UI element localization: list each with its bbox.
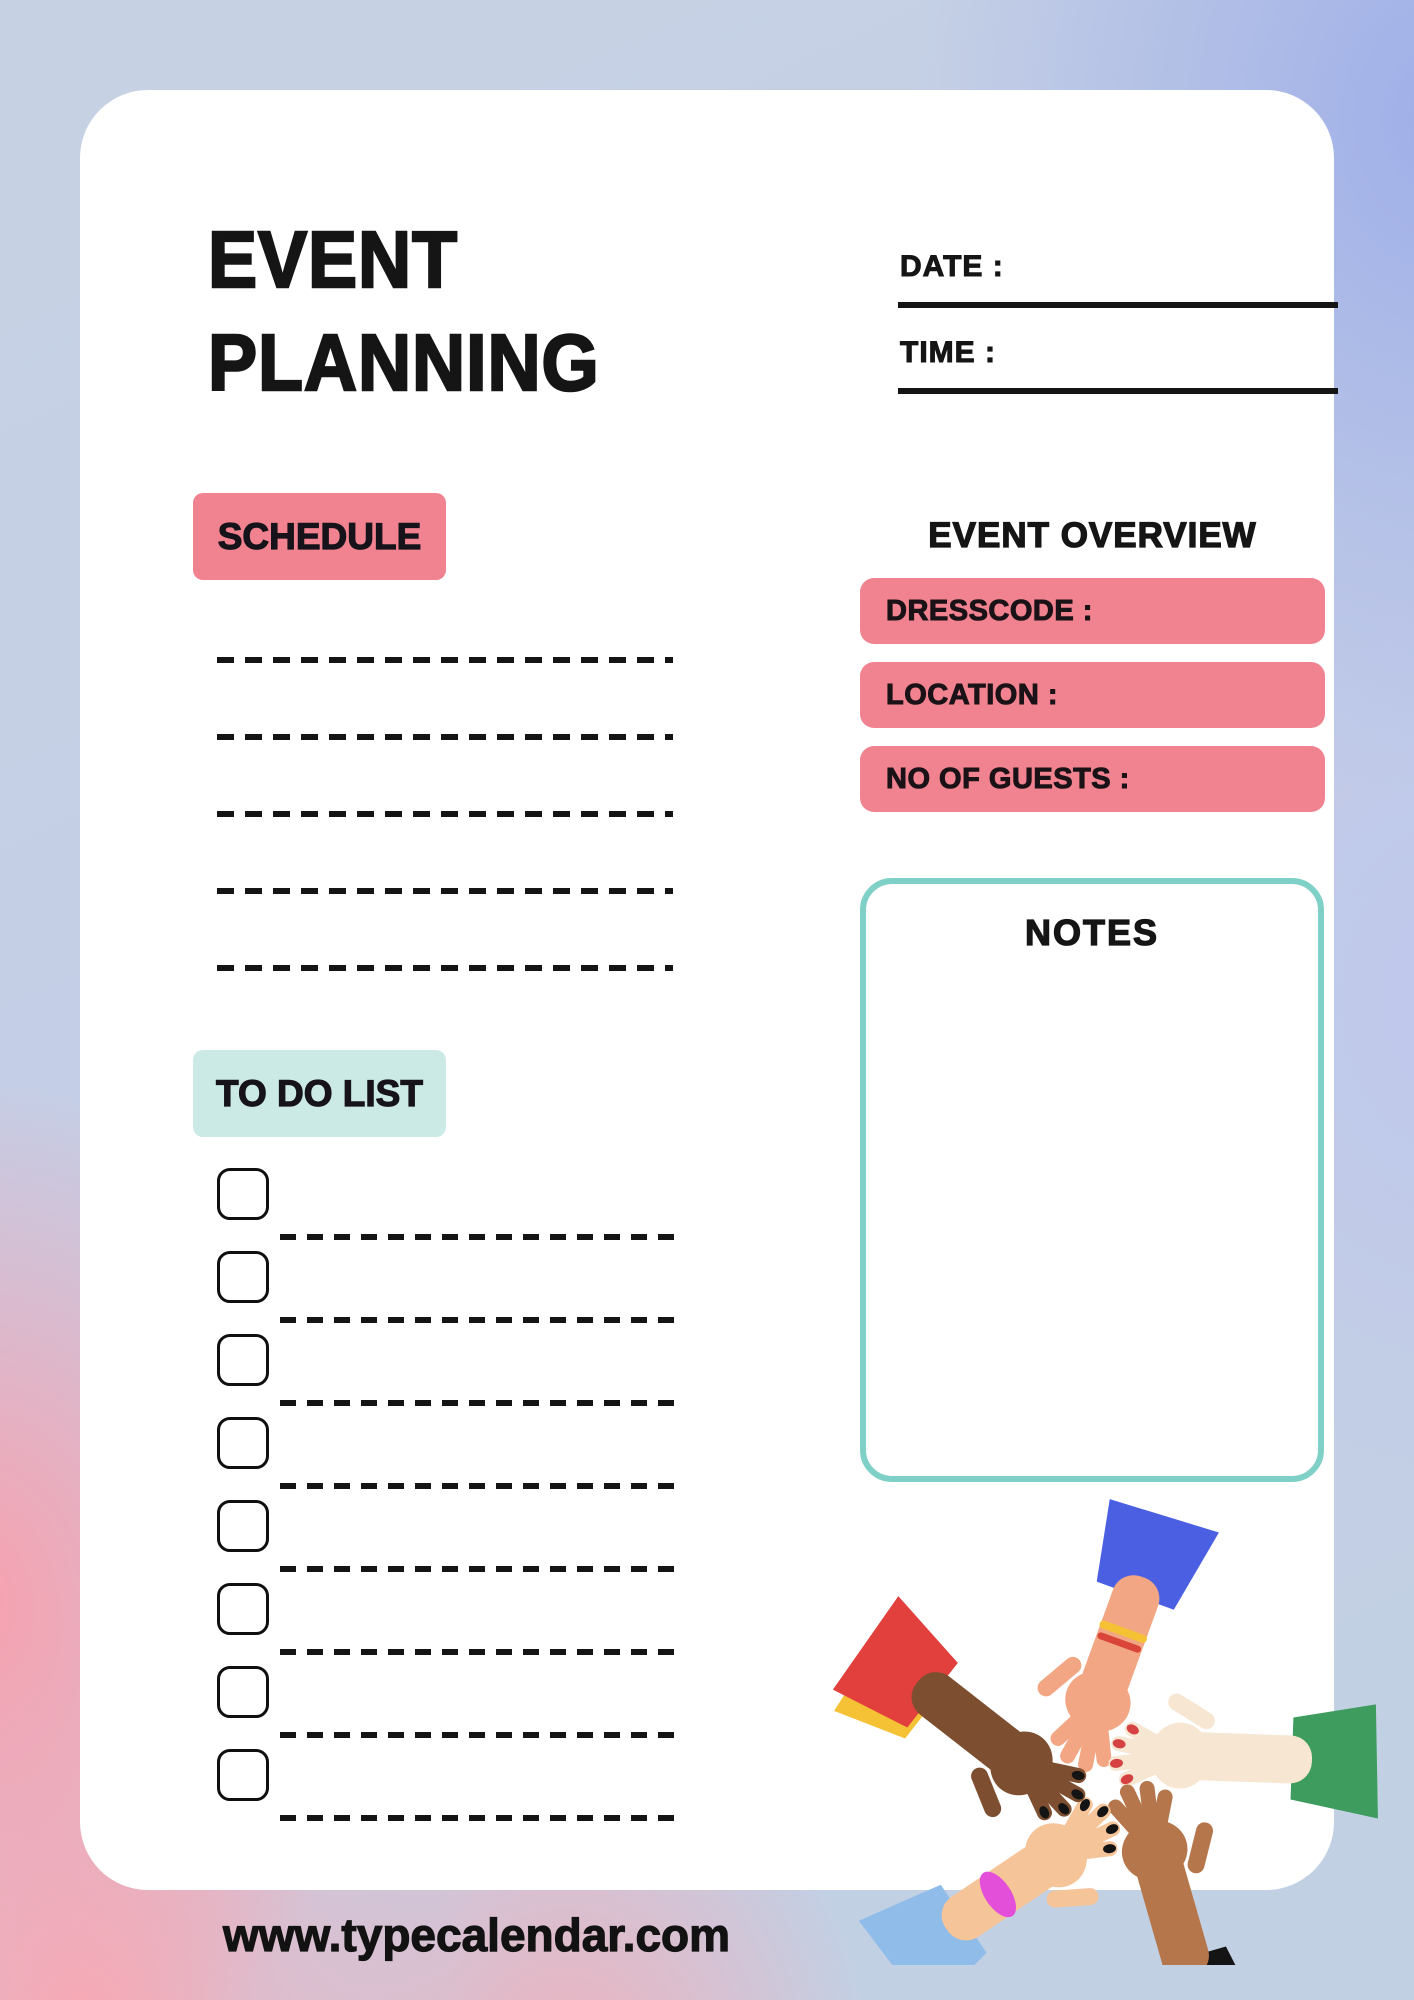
todo-row: [217, 1417, 674, 1469]
schedule-line[interactable]: [217, 657, 673, 663]
schedule-line[interactable]: [217, 888, 673, 894]
todo-row: [217, 1749, 674, 1801]
dresscode-label: DRESSCODE :: [886, 594, 1093, 627]
schedule-label: SCHEDULE: [217, 515, 422, 557]
todo-checkbox[interactable]: [217, 1500, 269, 1552]
schedule-lines: [217, 657, 673, 1042]
event-overview-fields: [860, 578, 1325, 830]
todo-checkbox[interactable]: [217, 1251, 269, 1303]
todo-checkbox[interactable]: [217, 1583, 269, 1635]
website-text: www.typecalendar.com: [223, 1909, 731, 1961]
location-field[interactable]: [860, 662, 1325, 728]
hand-bottom-right: [1081, 1763, 1272, 1965]
todo-checkbox[interactable]: [217, 1168, 269, 1220]
todo-line[interactable]: [280, 1234, 674, 1240]
location-label: LOCATION :: [886, 678, 1058, 711]
todo-checkbox[interactable]: [217, 1417, 269, 1469]
todo-line[interactable]: [280, 1566, 674, 1572]
planner-card: [80, 90, 1334, 1961]
schedule-badge: [193, 493, 446, 580]
page-title-line1: EVENT: [208, 215, 458, 304]
hand-bottom-left: [859, 1768, 1152, 1965]
todo-line[interactable]: [280, 1732, 674, 1738]
todo-badge: [193, 1050, 446, 1137]
todo-row: [217, 1251, 674, 1303]
todo-checkbox[interactable]: [217, 1749, 269, 1801]
schedule-line[interactable]: [217, 965, 673, 971]
time-input-line[interactable]: [898, 388, 1338, 394]
todo-checkbox[interactable]: [217, 1334, 269, 1386]
notes-area[interactable]: [860, 878, 1324, 1482]
todo-row: [217, 1500, 674, 1552]
todo-line[interactable]: [280, 1649, 674, 1655]
date-label: DATE :: [900, 250, 1004, 283]
page-title: [208, 208, 600, 414]
todo-line[interactable]: [280, 1483, 674, 1489]
todo-row: [217, 1666, 674, 1718]
date-input-line[interactable]: [898, 302, 1338, 308]
todo-row: [217, 1583, 674, 1635]
hands-unity-illustration: [820, 1485, 1380, 1965]
todo-line[interactable]: [280, 1317, 674, 1323]
todo-line[interactable]: [280, 1815, 674, 1821]
dresscode-field[interactable]: [860, 578, 1325, 644]
todo-row: [217, 1168, 674, 1220]
schedule-line[interactable]: [217, 734, 673, 740]
event-overview-title: EVENT OVERVIEW: [928, 516, 1257, 555]
todo-checkbox[interactable]: [217, 1666, 269, 1718]
guests-label: NO OF GUESTS :: [886, 762, 1130, 795]
todo-label: TO DO LIST: [216, 1072, 423, 1114]
guests-field[interactable]: [860, 746, 1325, 812]
todo-line[interactable]: [280, 1400, 674, 1406]
page-title-line2: PLANNING: [208, 318, 600, 407]
todo-row: [217, 1334, 674, 1386]
todo-list: [217, 1168, 674, 1832]
time-label: TIME :: [900, 336, 996, 369]
notes-title: NOTES: [1024, 912, 1159, 953]
schedule-line[interactable]: [217, 811, 673, 817]
